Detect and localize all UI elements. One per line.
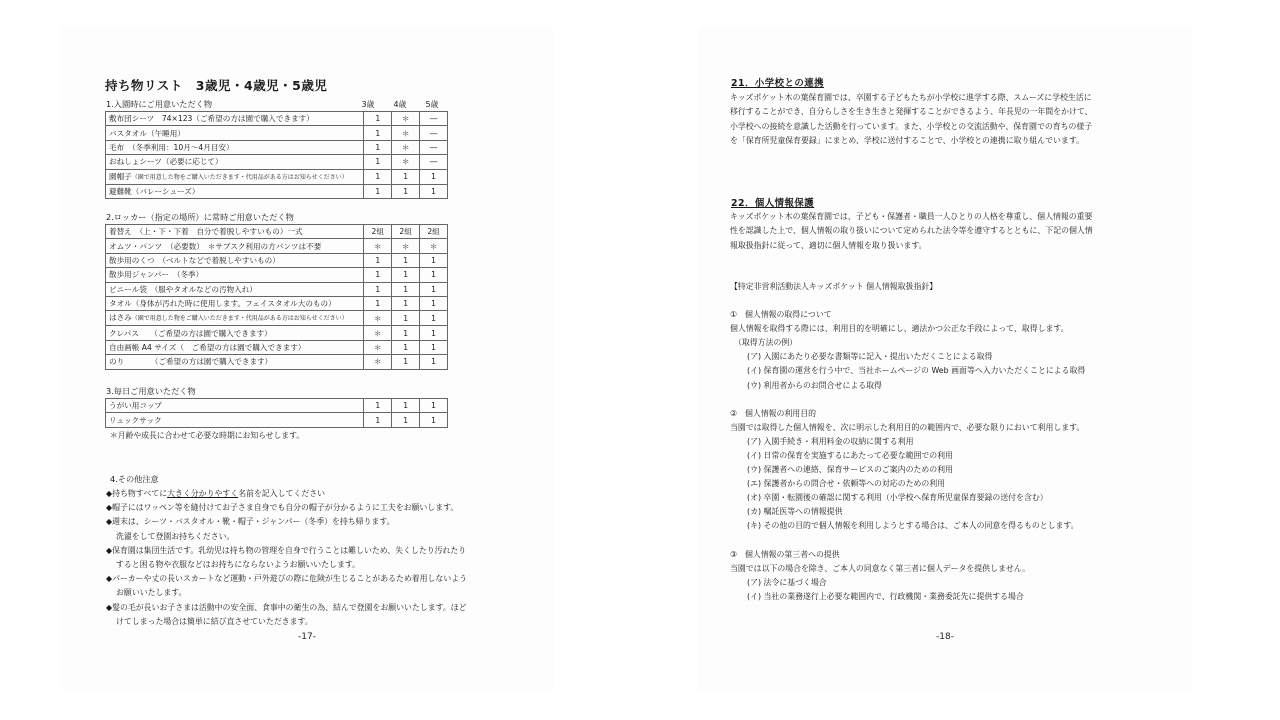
item-label: 敷布団シーツ 74×123（ご希望の方は園で購入できます）	[109, 114, 314, 124]
table-row	[106, 311, 448, 326]
quantity-cell: 1	[420, 296, 448, 310]
paragraph-line: キッズポケット木の葉保育園では、卒園する子どもたちが小学校に進学する際、スムーズに学校生活に	[730, 93, 1092, 102]
note-text: 名前を記入してください	[238, 489, 325, 498]
item-label: 自由画帳 A4 サイズ（ ご希望の方は園で購入できます）	[109, 342, 306, 352]
age-column-headers	[352, 99, 448, 110]
item-name	[106, 155, 364, 169]
policy-line: 当園では取得した個人情報を、次に明示した利用目的の範囲内で、必要な限りにおいて利用します。	[730, 422, 1085, 432]
paragraph-line: を「保育所児童保育要録」にまとめ、学校に送付することで、小学校との連携に取り組んでいます。	[730, 136, 1084, 146]
quantity-cell: 1	[364, 140, 392, 154]
table-row	[106, 155, 448, 169]
item-label: うがい用コップ	[109, 401, 163, 411]
quantity-cell: 1	[392, 282, 420, 296]
col-header-3yo: 3歳	[361, 100, 375, 109]
quantity-cell: 1	[420, 413, 448, 427]
policy-heading: ② 個人情報の利用目的	[730, 408, 816, 418]
policy-line: (イ) 保育園の運営を行う中で、当社ホームページの Web 画面等へ入力いただくことによる取得	[747, 366, 1086, 376]
item-name	[106, 282, 364, 296]
item-label: バスタオル（午睡用）	[109, 128, 185, 138]
privacy-policy	[730, 280, 1150, 604]
note-line: 洗濯をして登園お持ちください。	[116, 531, 235, 541]
item-label: のり （ご希望の方は園で購入できます）	[109, 357, 273, 367]
section2-heading: 2.ロッカー（指定の場所）に常時ご用意いただく物	[106, 212, 294, 222]
table-row	[106, 296, 448, 310]
note-line: けてしまった場合は簡単に結び直させていただきます。	[116, 616, 313, 626]
note-line: ◆帽子にはワッペン等を縫付けてお子さま自身でも自分の帽子が分かるように工夫をお願いします。	[106, 503, 459, 513]
section21-heading: 21．小学校との連携	[731, 78, 825, 89]
item-name	[106, 413, 364, 427]
item-name	[106, 355, 364, 369]
quantity-cell: 1	[420, 326, 448, 340]
table-row	[106, 239, 448, 253]
page-number-left: -17-	[298, 632, 316, 642]
item-name	[106, 225, 364, 239]
item-name	[106, 169, 364, 184]
col-header-4yo: 4歳	[393, 100, 407, 109]
page-number-right: -18-	[936, 632, 954, 642]
paragraph-line: 性を認識した上で、個人情報の取り扱いについて定められた法令等を遵守するとともに、下記の個人情	[730, 226, 1093, 236]
quantity-cell: 1	[392, 169, 420, 184]
item-label: リュックサック	[109, 415, 162, 425]
quantity-cell: 1	[364, 112, 392, 126]
policy-line: 個人情報を取得する際には、利用目的を明確にし、適法かつ公正な手段によって、取得します。	[730, 324, 1069, 334]
paragraph-line: 小学校への接続を意識した活動を行っています。また、小学校との交流活動や、保育園での育ちの様子	[730, 121, 1093, 131]
policy-line: (カ) 嘱託医等への情報提供	[747, 507, 843, 517]
quantity-cell: 1	[364, 296, 392, 310]
policy-line: (ア) 法令に基づく場合	[747, 577, 827, 587]
section4-heading: 4.その他注意	[110, 474, 159, 484]
item-label: 毛布 （冬季利用：10月～4月目安）	[109, 142, 234, 152]
table-row	[106, 225, 448, 239]
quantity-cell: ＊	[392, 140, 420, 154]
quantity-cell: ―	[420, 155, 448, 169]
table-row	[106, 184, 448, 198]
quantity-cell: 2組	[392, 225, 420, 239]
table-row	[106, 413, 448, 427]
quantity-cell: 1	[364, 184, 392, 198]
spacer	[730, 393, 1150, 407]
note-emphasis: 大きく分かりやすく	[167, 489, 239, 498]
quantity-cell: 1	[392, 253, 420, 267]
quantity-cell: 1	[364, 155, 392, 169]
item-label: はさみ	[109, 313, 132, 323]
quantity-cell: 1	[420, 268, 448, 282]
left-page	[62, 28, 552, 690]
paragraph-line: キッズポケット木の葉保育園では、子ども・保護者・職員一人ひとりの人格を尊重し、個人情報の重要	[730, 212, 1093, 221]
note-line: ◆週末は、シーツ・バスタオル・靴・帽子・ジャンパー（冬季）を持ち帰ります。	[106, 517, 395, 527]
page-title: 持ち物リスト 3歳児・4歳児・5歳児	[105, 78, 328, 93]
quantity-cell: 1	[392, 399, 420, 413]
policy-title: 【特定非営利活動法人キッズポケット 個人情報取扱指針】	[730, 282, 938, 291]
section1-heading: 1.入園時にご用意いただく物	[106, 99, 213, 109]
table-row	[106, 355, 448, 369]
quantity-cell: 1	[392, 326, 420, 340]
note-line: すると困る物や衣服などはお持ちにならないようお願いいたします。	[116, 560, 360, 570]
policy-line: (イ) 当社の業務遂行上必要な範囲内で、行政機関・業務委託先に提供する場合	[747, 591, 1024, 601]
item-name	[106, 340, 364, 354]
quantity-cell: 1	[364, 126, 392, 140]
item-name	[106, 239, 364, 253]
quantity-cell: ―	[420, 140, 448, 154]
note-line: ◆保育園は集団生活です。乳幼児は持ち物の管理を自身で行うことは難しいため、失くしたり汚れたり	[106, 545, 467, 555]
col-header-5yo: 5歳	[425, 100, 439, 109]
quantity-cell: 1	[420, 399, 448, 413]
table-row	[106, 326, 448, 340]
item-note: （園で用意した物をご購入いただきます・代用品がある方はお知らせください）	[131, 315, 348, 323]
quantity-cell: 1	[364, 399, 392, 413]
quantity-cell: ＊	[420, 239, 448, 253]
quantity-cell: ＊	[392, 155, 420, 169]
table-row	[106, 268, 448, 282]
policy-line: (ウ) 保護者への連絡、保育サービスのご案内のための利用	[747, 465, 953, 475]
item-label: 散歩用のくつ （ベルトなどで着脱しやすいもの）	[109, 255, 280, 265]
section2-table	[105, 224, 448, 370]
policy-line: (イ) 日常の保育を実施するにあたって必要な範囲での利用	[747, 450, 953, 460]
item-name	[106, 253, 364, 267]
quantity-cell: 1	[364, 253, 392, 267]
item-label: タオル（身体が汚れた時に使用します。フェイスタオル大のもの）	[109, 299, 336, 309]
note-line	[106, 487, 506, 501]
item-label: おねしょシーツ（必要に応じて）	[109, 157, 223, 167]
quantity-cell: ＊	[364, 311, 392, 326]
quantity-cell: 1	[392, 184, 420, 198]
spacer	[730, 294, 1150, 308]
section3-heading: 3.毎日ご用意いただく物	[106, 386, 196, 396]
paragraph-line: 報取扱指針に従って、適切に個人情報を取り扱います。	[730, 240, 927, 250]
item-name	[106, 326, 364, 340]
policy-line: (ア) 入園手続き・利用料金の収納に関する利用	[747, 436, 914, 446]
quantity-cell: 1	[364, 282, 392, 296]
note-text: ◆持ち物すべてに	[106, 489, 168, 498]
section1-table	[105, 111, 448, 199]
note-line: ◆髪の毛が長いお子さまは活動中の安全面、食事中の衛生の為、結んで登園をお願いいたします。ほど	[106, 602, 467, 612]
table-row	[106, 253, 448, 267]
item-label: 避難靴（バレーシューズ）	[109, 186, 200, 196]
quantity-cell: 1	[420, 169, 448, 184]
section22-heading: 22．個人情報保護	[731, 198, 815, 209]
quantity-cell: 1	[392, 413, 420, 427]
policy-line: （取得方法の例）	[734, 338, 798, 348]
item-label: 園帽子	[109, 171, 132, 181]
policy-line: (キ) その他の目的で個人情報を利用しようとする場合は、ご本人の同意を得るものとします。	[747, 521, 1079, 531]
quantity-cell: ＊	[392, 126, 420, 140]
quantity-cell: 1	[420, 282, 448, 296]
quantity-cell: 1	[392, 355, 420, 369]
quantity-cell: 1	[364, 413, 392, 427]
quantity-cell: 1	[392, 340, 420, 354]
quantity-cell: ＊	[364, 340, 392, 354]
quantity-cell: 1	[364, 268, 392, 282]
section3-note: ＊月齢や成長に合わせて必要な時期にお知らせします。	[110, 431, 305, 440]
table-row	[106, 112, 448, 126]
quantity-cell: ―	[420, 112, 448, 126]
quantity-cell: 1	[420, 253, 448, 267]
quantity-cell: 1	[392, 296, 420, 310]
table-row	[106, 282, 448, 296]
table-row	[106, 126, 448, 140]
item-label: オムツ・パンツ （必要数） ＊サブスク利用の方パンツは不要	[109, 241, 322, 251]
item-name	[106, 311, 364, 326]
item-name	[106, 126, 364, 140]
note-line: ◆パーカーや丈の長いスカートなど運動・戸外遊びの際に危険が生じることがあるため着用しないよう	[106, 574, 467, 584]
quantity-cell: 1	[364, 169, 392, 184]
item-name	[106, 184, 364, 198]
item-label: 散歩用ジャンパー （冬季）	[109, 270, 204, 280]
quantity-cell: 2組	[420, 225, 448, 239]
section21-body	[730, 91, 1120, 149]
quantity-cell: ＊	[364, 326, 392, 340]
quantity-cell: ＊	[364, 355, 392, 369]
note-line: お願いいたします。	[116, 588, 187, 598]
quantity-cell: ―	[420, 126, 448, 140]
section3-table	[105, 398, 448, 428]
item-name	[106, 268, 364, 282]
item-label: ビニール袋 （服やタオルなどの汚物入れ）	[109, 284, 257, 294]
section22-body	[730, 210, 1120, 253]
quantity-cell: 1	[420, 311, 448, 326]
item-name	[106, 399, 364, 413]
policy-line: (エ) 保護者からの問合せ・依頼等への対応のための利用	[747, 479, 946, 489]
paragraph-line: 移行することができ、自分らしさを生き生きと発揮することができるよう、年長児の一年間をかけて、	[730, 107, 1093, 117]
policy-line: 当園では以下の場合を除き、ご本人の同意なく第三者に個人データを提供しません。	[730, 563, 1031, 573]
quantity-cell: 2組	[364, 225, 392, 239]
table-row	[106, 140, 448, 154]
quantity-cell: ＊	[392, 239, 420, 253]
quantity-cell: 1	[420, 355, 448, 369]
policy-line: (オ) 卒園・転園後の確認に関する利用（小学校へ保育所児童保育要録の送付を含む）	[747, 493, 1048, 503]
spacer	[730, 534, 1150, 548]
item-name	[106, 296, 364, 310]
item-label: クレパス （ご希望の方は園で購入できます）	[109, 328, 272, 338]
item-name	[106, 140, 364, 154]
policy-line: (ア) 入園にあたり必要な書類等に記入・提出いただくことによる取得	[747, 352, 993, 362]
section4-list	[106, 487, 506, 629]
table-row	[106, 340, 448, 354]
policy-heading: ① 個人情報の取得について	[730, 310, 832, 320]
quantity-cell: ＊	[364, 239, 392, 253]
right-page	[700, 28, 1190, 690]
quantity-cell: 1	[420, 184, 448, 198]
quantity-cell: 1	[420, 340, 448, 354]
quantity-cell: 1	[392, 268, 420, 282]
table-row	[106, 169, 448, 184]
table-row	[106, 399, 448, 413]
policy-heading: ③ 個人情報の第三者への提供	[730, 549, 840, 559]
item-label: 着替え （上・下・下着 自分で着脱しやすいもの）一式	[109, 227, 303, 237]
quantity-cell: 1	[392, 311, 420, 326]
quantity-cell: ＊	[392, 112, 420, 126]
policy-line: (ウ) 利用者からのお問合せによる取得	[747, 380, 882, 390]
item-note: （園で用意した物をご購入いただきます・代用品がある方はお知らせください）	[131, 173, 348, 181]
item-name	[106, 112, 364, 126]
